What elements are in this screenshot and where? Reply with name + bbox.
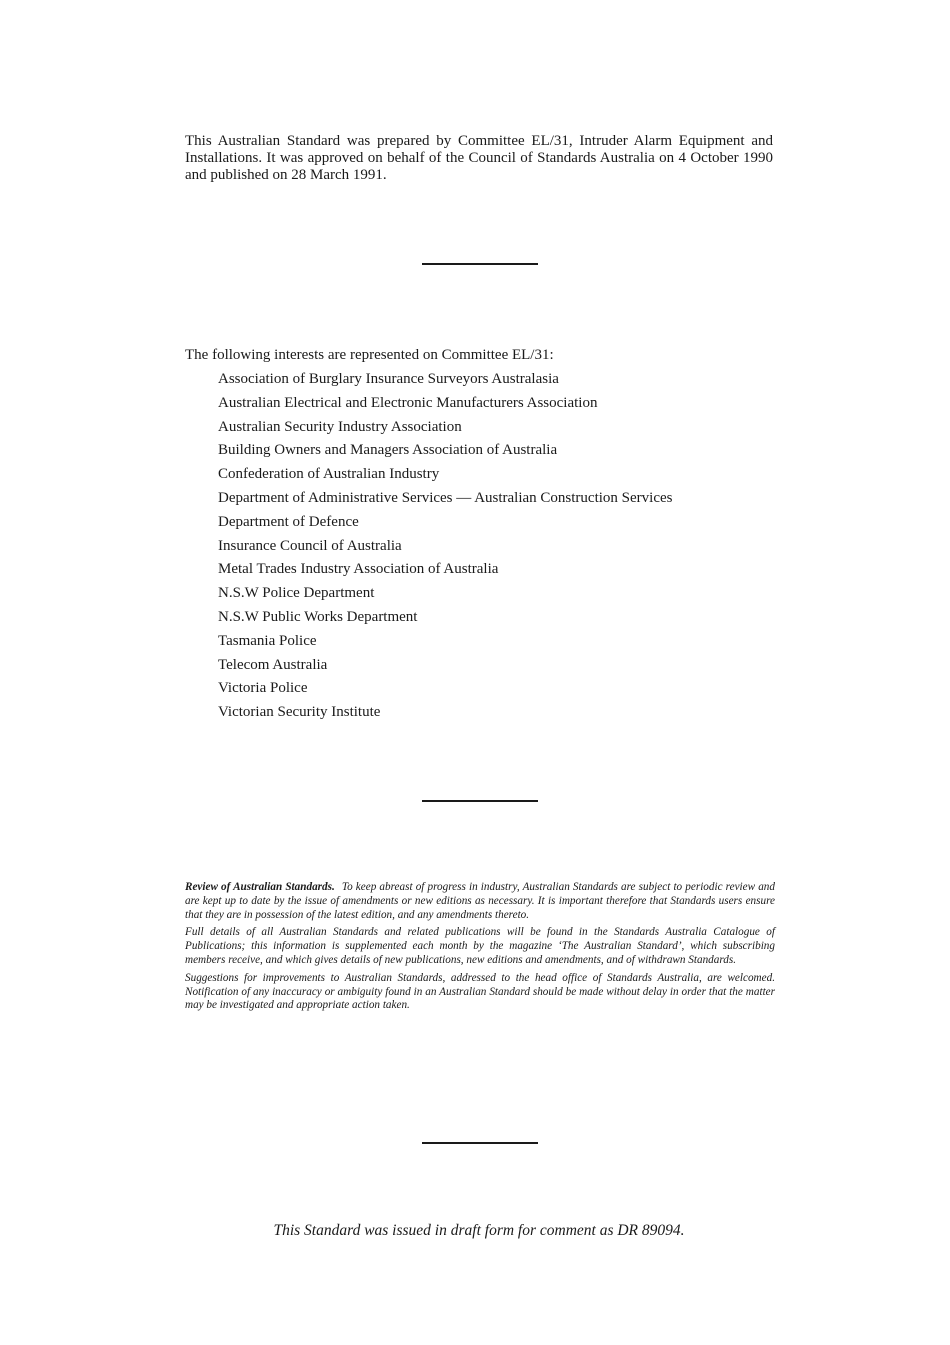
committee-member: Department of Administrative Services — Australian Construction Services xyxy=(218,489,673,506)
committee-member: N.S.W Police Department xyxy=(218,585,375,602)
review-notice xyxy=(185,881,775,1017)
catalogue-paragraph: Full details of all Australian Standards and related publications will be found in the Standards Australia Catalogue of Publications; this information is supplemented each month by the magazine ‘The Australian Standard’, which subscribing members receive, and which gives details of new publications, new editions and amendments, and of withdrawn Standards. xyxy=(185,926,775,966)
committee-heading: The following interests are represented on Committee EL/31: xyxy=(185,347,554,363)
review-paragraph xyxy=(185,881,775,922)
committee-member: Department of Defence xyxy=(218,513,359,530)
committee-member: Victoria Police xyxy=(218,680,308,697)
committee-member: N.S.W Public Works Department xyxy=(218,608,418,625)
committee-member: Tasmania Police xyxy=(218,632,317,649)
committee-member-list xyxy=(218,369,673,726)
suggestions-paragraph: Suggestions for improvements to Australian Standards, addressed to the head office of Standards Australia, are welcomed. Notification of any inaccuracy or ambiguity found in an Australian Standard should be made without delay in order that the matter may be investigated and appropriate action taken. xyxy=(185,971,775,1012)
committee-member: Metal Trades Industry Association of Australia xyxy=(218,561,499,578)
section-divider-1 xyxy=(422,263,538,265)
review-lead: Review of Australian Standards. xyxy=(185,881,335,893)
review-text: To keep abreast of progress in industry, Australian Standards are subject to periodic review and are kept up to date by the issue of amendments or new editions as necessary. It is important therefore that Standards users ensure that they are in possession of the latest edition, and any amendments thereto. xyxy=(185,881,775,921)
committee-member: Australian Security Industry Association xyxy=(218,418,462,435)
committee-member: Victorian Security Institute xyxy=(218,704,381,721)
committee-member: Association of Burglary Insurance Surveyors Australasia xyxy=(218,371,559,387)
section-divider-3 xyxy=(422,1142,538,1144)
committee-member: Telecom Australia xyxy=(218,656,328,673)
committee-member: Insurance Council of Australia xyxy=(218,537,402,554)
preparation-statement: This Australian Standard was prepared by Committee EL/31, Intruder Alarm Equipment and Installations. It was approved on behalf of the Council of Standards Australia on 4 October 1990 and published on 28 March 1991. xyxy=(185,133,773,183)
section-divider-2 xyxy=(422,800,538,802)
committee-member: Confederation of Australian Industry xyxy=(218,466,440,483)
committee-member: Australian Electrical and Electronic Manufacturers Association xyxy=(218,394,598,411)
committee-member: Building Owners and Managers Association of Australia xyxy=(218,442,558,459)
draft-note: This Standard was issued in draft form for comment as DR 89094. xyxy=(273,1222,685,1239)
